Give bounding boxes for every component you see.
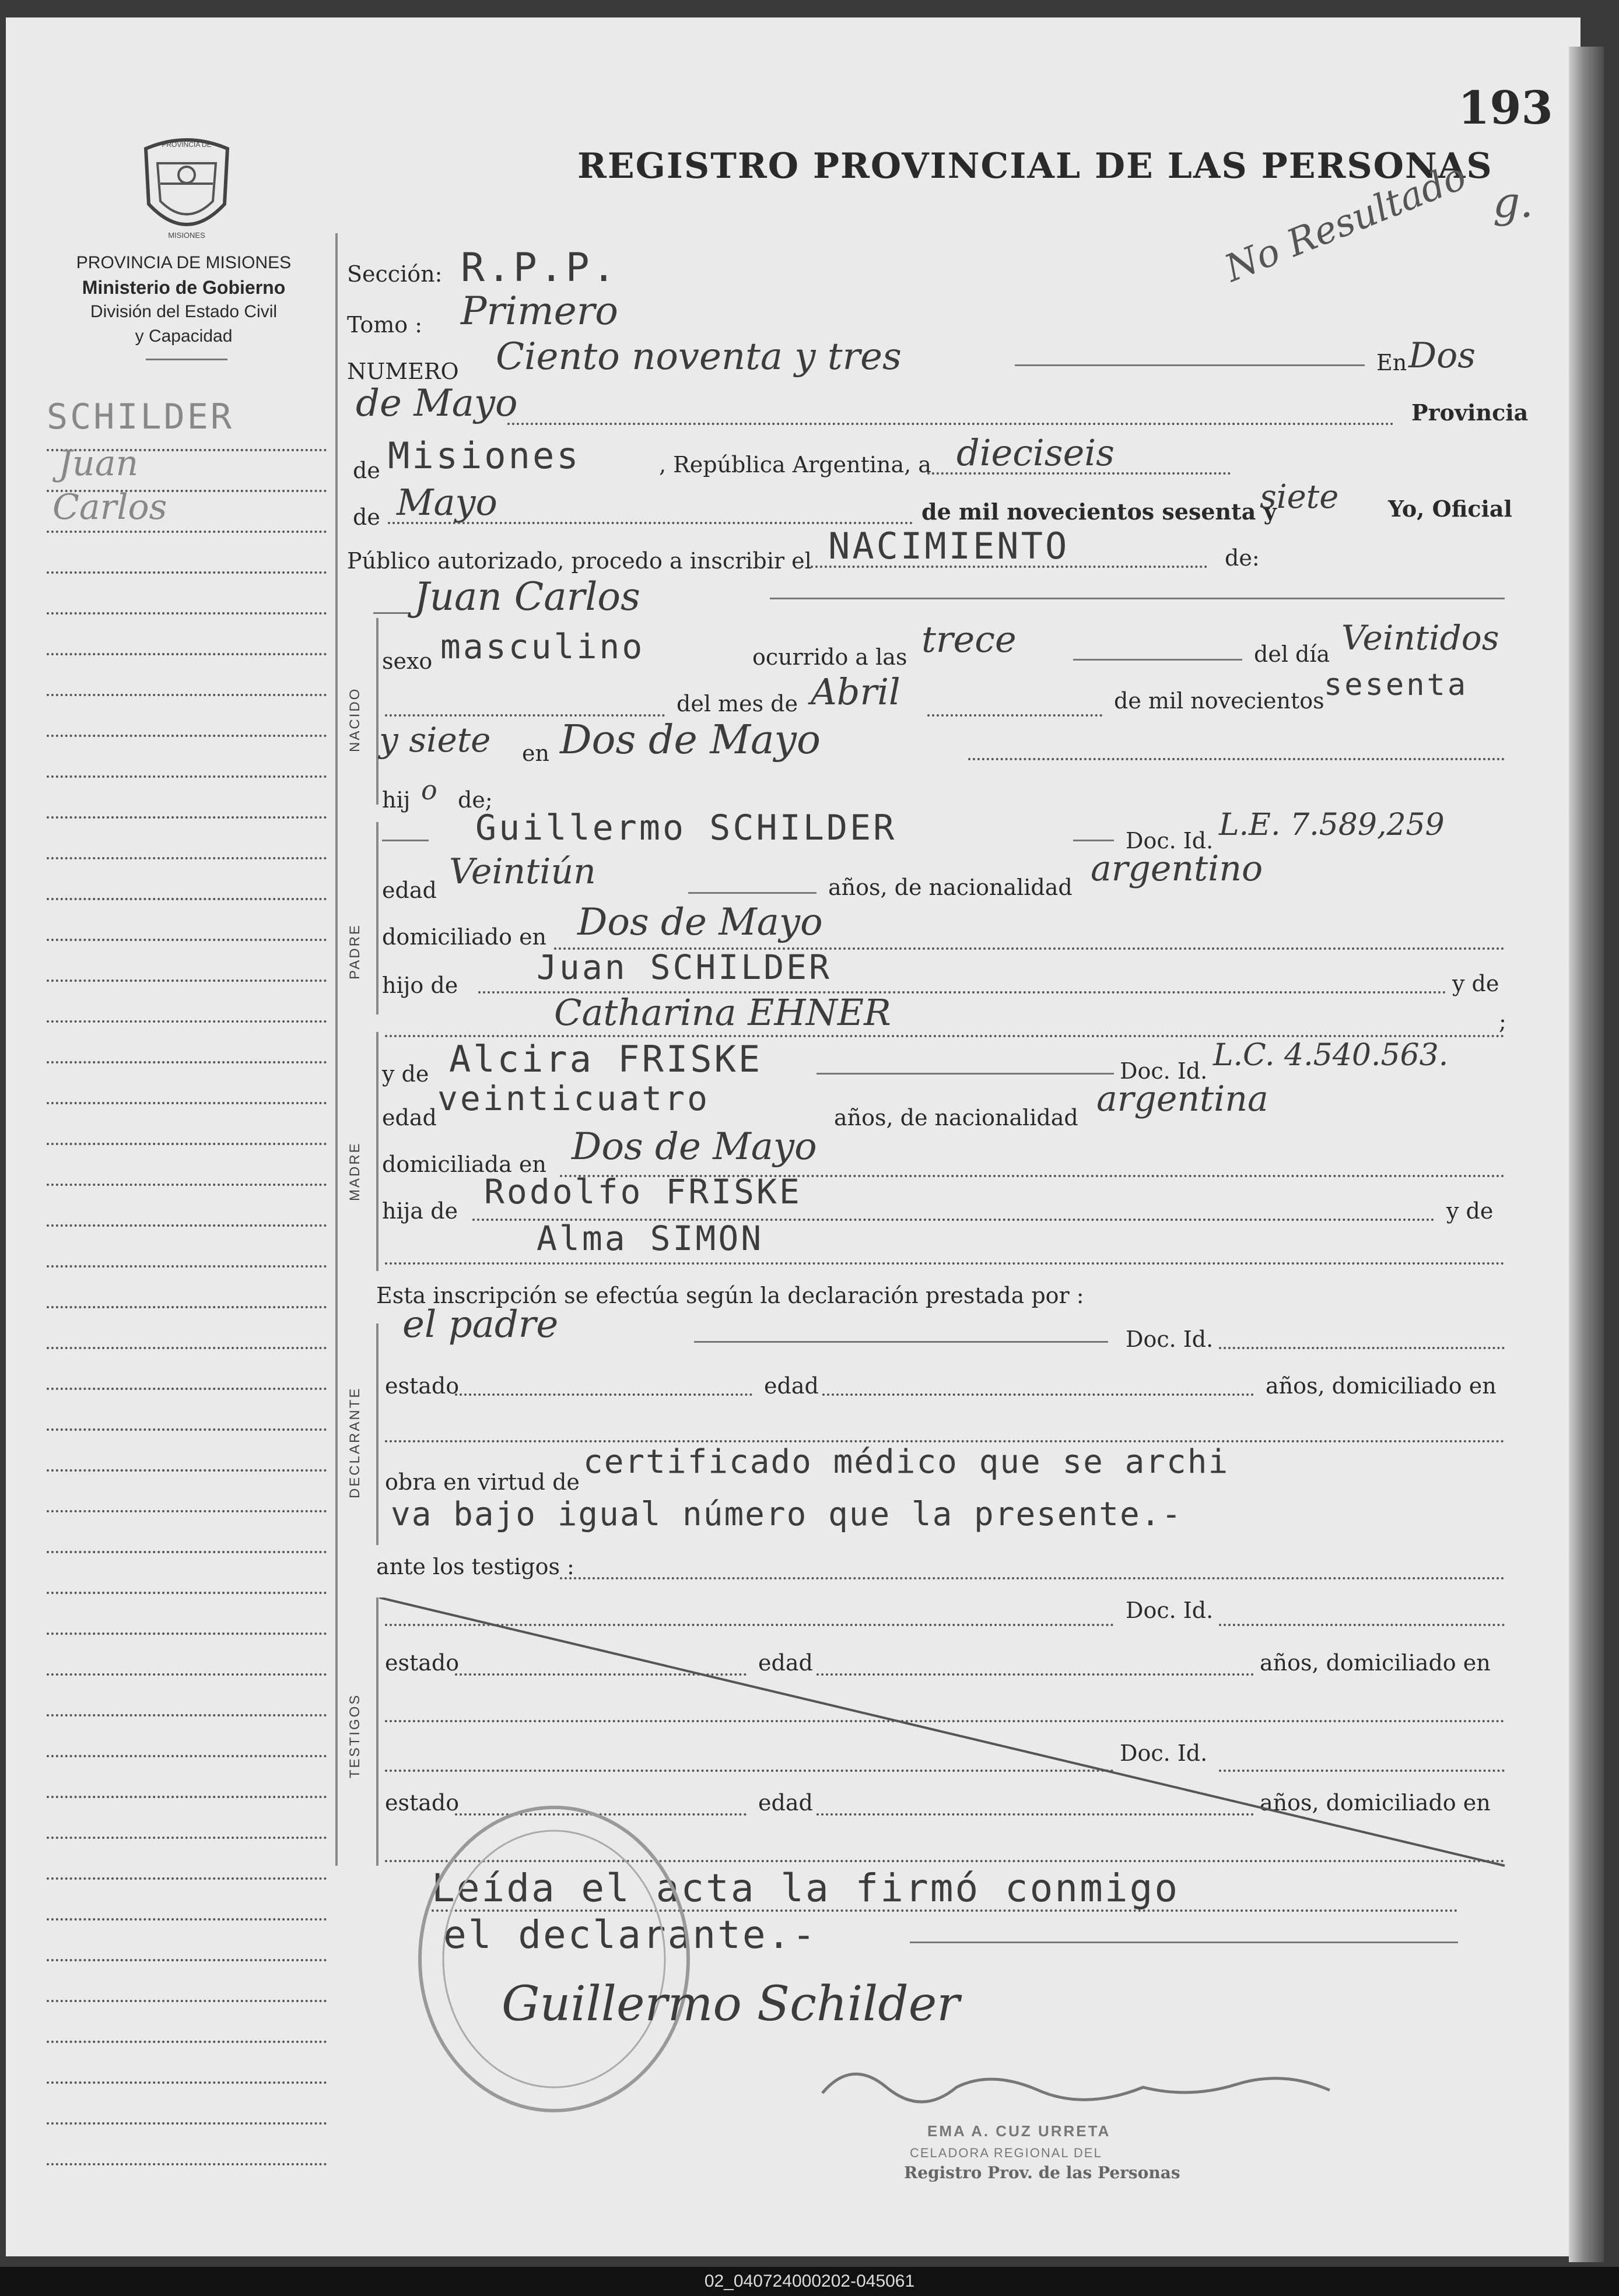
testigos-bracket [376, 1598, 379, 1866]
father-name: Guillermo SCHILDER [475, 808, 897, 848]
father-age-line [688, 892, 816, 894]
declarante-edad-label: edad [764, 1373, 819, 1399]
closing-line-2-rule [910, 1942, 1458, 1943]
stamp-mark: g. [1493, 178, 1533, 227]
republica-label: , República Argentina, a [659, 452, 931, 478]
numero-line [1015, 364, 1365, 366]
oficial-label: Yo, Oficial [1388, 496, 1512, 522]
mother-domicilio-value: Dos de Mayo [572, 1125, 817, 1168]
day-line [927, 472, 1231, 475]
en-value: Dos [1408, 335, 1476, 376]
margin-given-name-1: Juan [58, 443, 139, 484]
provincia-label: Provincia [1411, 399, 1529, 426]
father-semicolon: ; [1499, 1009, 1506, 1034]
seccion-value: R.P.P. [461, 245, 618, 291]
madre-bracket [376, 1032, 379, 1271]
child-name-line [770, 598, 1505, 599]
issuer-division: División del Estado Civil [90, 302, 278, 321]
father-name-line [1073, 840, 1114, 841]
child-name-value: Juan Carlos [414, 574, 640, 619]
place-continued: de Mayo [356, 382, 518, 425]
act-line [811, 566, 1207, 568]
oficial-stamp-name: EMA A. CUZ URRETA [927, 2122, 1111, 2140]
publico-label: Público autorizado, procedo a inscribir el [347, 548, 812, 574]
mother-name-line [816, 1073, 1114, 1075]
maternal-grandfather: Rodolfo FRISKE [484, 1172, 802, 1212]
father-age-value: Veintiún [449, 851, 596, 892]
del-dia-label: del día [1254, 641, 1330, 667]
obra-value-2: va bajo igual número que la presente.- [391, 1495, 1183, 1533]
witness2-estado-label: estado [385, 1790, 460, 1816]
scan-id: 02_040724000202-045061 [704, 2272, 915, 2291]
declarante-bracket [376, 1323, 379, 1545]
de-label-2: de [353, 504, 380, 530]
sexo-label: sexo [382, 648, 433, 674]
issuer-ministry: Ministerio de Gobierno [82, 277, 286, 298]
tomo-value: Primero [461, 289, 618, 333]
declarante-anos-label: años, domiciliado en [1266, 1373, 1497, 1399]
paternal-grandmother: Catharina EHNER [554, 991, 891, 1034]
father-hijo-de-label: hijo de [382, 973, 458, 998]
issuer-province: PROVINCIA DE MISIONES [76, 253, 292, 272]
witness1-estado-label: estado [385, 1650, 460, 1676]
numero-value: Ciento noventa y tres [496, 335, 902, 378]
testigos-side-label: TESTIGOS [347, 1693, 363, 1778]
father-doc-value: L.E. 7.589,259 [1219, 808, 1445, 842]
father-nationality-value: argentino [1091, 848, 1263, 889]
mother-name: Alcira FRISKE [449, 1038, 763, 1080]
witness1-edad-label: edad [758, 1650, 813, 1676]
declarante-estado-line [455, 1393, 752, 1396]
month-line [388, 522, 913, 524]
book-binding [1569, 47, 1604, 2262]
numero-label: NUMERO [347, 359, 459, 384]
provincia-value: Misiones [388, 434, 581, 477]
birth-month-value: Abril [811, 670, 900, 713]
mother-hija-de-label: hija de [382, 1198, 458, 1224]
declarante-side-label: DECLARANTE [347, 1386, 363, 1498]
mes-label: del mes de [677, 691, 798, 717]
seccion-label: Sección: [347, 261, 443, 287]
padre-bracket [376, 822, 379, 1014]
month-value: Mayo [397, 481, 497, 524]
mes-line [385, 714, 665, 717]
margin-surname: SCHILDER [47, 396, 234, 437]
mother-y-de-label: y de [382, 1061, 429, 1087]
closing-line-1: Leída el acta la firmó conmigo [432, 1866, 1180, 1911]
mother-age-value: veinticuatro [437, 1079, 710, 1118]
mother-doc-value: L.C. 4.540.563. [1213, 1038, 1449, 1073]
mother-y-de-label-2: y de [1446, 1198, 1494, 1224]
sexo-value: masculino [440, 627, 645, 666]
witness2-doc-label: Doc. Id. [1120, 1740, 1208, 1766]
madre-side-label: MADRE [347, 1142, 363, 1201]
father-domicilio-label: domiciliado en [382, 924, 547, 950]
de-colon-label: de: [1225, 545, 1260, 571]
registry-round-stamp-icon [408, 1796, 700, 2122]
oficial-stamp-role-2: Registro Prov. de las Personas [904, 2163, 1180, 2182]
declarante-signature: Guillermo Schilder [502, 1976, 960, 2032]
year-value: siete [1260, 478, 1339, 516]
maternal-grandmother: Alma SIMON [537, 1219, 764, 1258]
mother-nationality-value: argentina [1096, 1079, 1268, 1119]
obra-label: obra en virtud de [385, 1469, 580, 1495]
birth-place-value: Dos de Mayo [560, 717, 821, 763]
margin-given-name-2: Carlos [52, 487, 167, 528]
margin-separator [335, 233, 338, 1866]
mother-edad-label: edad [382, 1105, 437, 1131]
maternal-grandmother-line [385, 1262, 1505, 1265]
father-domicilio-value: Dos de Mayo [577, 901, 823, 944]
declarante-estado-label: estado [385, 1373, 460, 1399]
witness2-anos-label: años, domiciliado en [1260, 1790, 1491, 1816]
mother-doc-label: Doc. Id. [1120, 1058, 1208, 1084]
paternal-grandmother-line [385, 1035, 1505, 1037]
provincial-seal-icon [134, 134, 239, 245]
issuer-block [41, 251, 327, 349]
obra-value-1: certificado médico que se archi [583, 1443, 1229, 1481]
testigos-intro: ante los testigos : [376, 1554, 574, 1579]
hijo-suffix: o [421, 774, 437, 806]
hijo-label: hij [382, 787, 411, 813]
hour-value: trece [921, 618, 1017, 661]
en-label: En [1376, 350, 1407, 375]
place-line [507, 423, 1394, 425]
seal-bottom-text: MISIONES [168, 231, 205, 240]
declarante-doc-label: Doc. Id. [1126, 1326, 1214, 1352]
father-anos-label: años, de nacionalidad [828, 875, 1073, 900]
father-y-de-label: y de [1452, 971, 1499, 996]
child-name-dash [373, 612, 408, 614]
seal-top-text: PROVINCIA DE [162, 141, 212, 149]
declarante-value: el padre [402, 1303, 559, 1346]
mil-novecientos-label: de mil novecientos [1114, 688, 1324, 714]
hijo-de-label: de; [458, 787, 493, 813]
issuer-capacity: y Capacidad [135, 327, 233, 346]
hour-line [1073, 659, 1242, 661]
de-label: de [353, 458, 380, 483]
testigos-line [560, 1577, 1505, 1579]
tomo-label: Tomo : [347, 312, 423, 338]
year-label: de mil novecientos sesenta y [921, 498, 1277, 525]
month-line-2 [927, 714, 1102, 717]
birth-place-line [968, 758, 1505, 760]
declarante-domicilio-line [385, 1440, 1505, 1442]
witness1-doc-label: Doc. Id. [1126, 1598, 1214, 1623]
closing-line-2: el declarante.- [443, 1912, 818, 1957]
scan-footer-bar [0, 2267, 1619, 2296]
oficial-stamp-role-1: CELADORA REGIONAL DEL [910, 2146, 1102, 2160]
declarante-edad-line [822, 1393, 1254, 1396]
father-dash [382, 840, 429, 841]
oficial-signature-icon [816, 2064, 1341, 2111]
document-title: REGISTRO PROVINCIAL DE LAS PERSONAS [577, 146, 1493, 187]
declaration-intro: Esta inscripción se efectúa según la declaración prestada por : [376, 1283, 1084, 1308]
day-value: dieciseis [956, 431, 1115, 474]
act-value: NACIMIENTO [828, 525, 1070, 567]
birth-day-value: Veintidos [1341, 618, 1499, 658]
declarante-line [694, 1341, 1108, 1343]
nacido-bracket [376, 618, 379, 805]
father-edad-label: edad [382, 877, 437, 903]
padre-side-label: PADRE [347, 924, 363, 980]
witness2-edad-label: edad [758, 1790, 813, 1816]
paternal-grandfather: Juan SCHILDER [537, 947, 832, 987]
page-number: 193 [1458, 82, 1553, 135]
nacido-side-label: NACIDO [347, 687, 363, 752]
birth-year-value-2: y siete [379, 720, 491, 760]
no-resultado-stamp: No Resultado [1219, 155, 1473, 291]
birth-year-value-1: sesenta [1324, 668, 1469, 703]
mother-anos-label: años, de nacionalidad [834, 1105, 1078, 1131]
father-doc-label: Doc. Id. [1126, 828, 1214, 854]
mother-domicilio-label: domiciliada en [382, 1151, 546, 1177]
declarante-doc-line [1219, 1347, 1505, 1349]
ocurrido-label: ocurrido a las [752, 644, 907, 670]
witness1-anos-label: años, domiciliado en [1260, 1650, 1491, 1676]
issuer-underline [146, 359, 227, 360]
en-label-2: en [522, 740, 549, 766]
